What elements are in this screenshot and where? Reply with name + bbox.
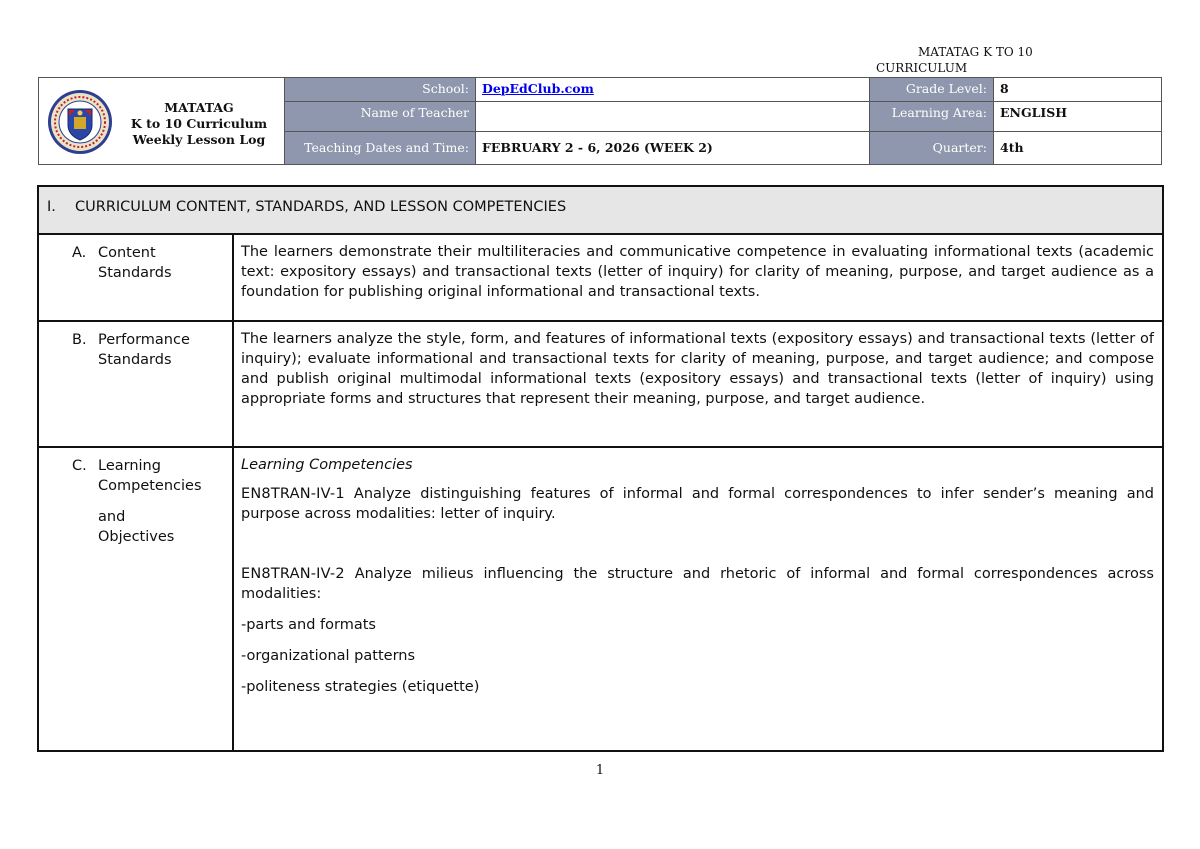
logo-line-log: Weekly Lesson Log xyxy=(132,132,266,147)
learning-competencies-row xyxy=(39,448,1162,750)
quarter-value: 4th xyxy=(993,132,1161,164)
section-title-text: CURRICULUM CONTENT, STANDARDS, AND LESSON COMPETENCIES xyxy=(75,199,567,215)
competency-code: EN8TRAN-IV-1 xyxy=(241,486,345,502)
row-label-line: Performance xyxy=(98,332,190,348)
performance-standards-label xyxy=(39,322,234,446)
grade-level-label: Grade Level: xyxy=(870,78,993,101)
row-label-line: Learning xyxy=(98,458,161,474)
bullet-item: -parts and formats xyxy=(241,617,376,633)
logo-line-matatag: MATATAG xyxy=(164,100,234,115)
competency-text: Analyze milieus influencing the structure and rhetoric of informal and formal correspondences across modalities: xyxy=(241,566,1154,602)
learning-competencies-text xyxy=(234,448,1162,750)
row-label-line: Objectives xyxy=(98,529,175,545)
logo-cell xyxy=(39,78,285,164)
bullet-item: -politeness strategies (etiquette) xyxy=(241,679,480,695)
row-letter: A. xyxy=(72,245,87,261)
logo-line-curriculum: K to 10 Curriculum xyxy=(130,116,268,131)
row-letter: B. xyxy=(72,332,87,348)
content-standards-text xyxy=(234,235,1162,320)
header-row-dates xyxy=(285,132,1161,164)
content-standards-paragraph: The learners demonstrate their multiliteracies and communicative competence in evaluating informational texts (academic text: expository essays) and transactional texts (letter of inquiry) for clarity of meaning, purpose, and target audience as a foundation for publishing original informational and transactional texts. xyxy=(241,244,1154,300)
row-letter: C. xyxy=(72,458,87,474)
learning-area-label: Learning Area: xyxy=(870,102,993,131)
header-row-teacher xyxy=(285,102,1161,132)
quarter-label: Quarter: xyxy=(870,132,993,164)
dates-label: Teaching Dates and Time: xyxy=(285,132,475,164)
curriculum-note xyxy=(876,44,1076,76)
performance-standards-text xyxy=(234,322,1162,446)
curriculum-note-line2: CURRICULUM xyxy=(876,61,968,75)
section-roman: I. xyxy=(47,199,56,215)
row-label-line: Standards xyxy=(98,352,172,368)
school-label: School: xyxy=(285,78,475,101)
curriculum-note-line1: MATATAG K TO 10 xyxy=(918,45,1033,59)
header-row-school xyxy=(285,78,1161,102)
row-label-line: Standards xyxy=(98,265,172,281)
performance-standards-row xyxy=(39,322,1162,448)
row-label-line: Competencies xyxy=(98,478,202,494)
competency-text: Analyze distinguishing features of informal and formal correspondences to infer sender’s meaning and purpose across modalities: letter of inquiry. xyxy=(241,486,1154,522)
competency-code: EN8TRAN-IV-2 xyxy=(241,566,345,582)
learning-area-value: ENGLISH xyxy=(993,102,1161,131)
logo-title xyxy=(119,100,279,148)
competency-1 xyxy=(241,484,1154,524)
learning-competencies-label xyxy=(39,448,234,750)
competencies-heading: Learning Competencies xyxy=(241,457,413,473)
lesson-log-header xyxy=(38,77,1162,165)
teacher-label: Name of Teacher xyxy=(285,102,475,131)
section-title xyxy=(39,187,1162,235)
row-label-line: Content xyxy=(98,245,156,261)
curriculum-table xyxy=(37,185,1164,752)
school-link[interactable]: DepEdClub.com xyxy=(482,81,594,96)
row-label-line: and xyxy=(98,509,126,525)
school-value xyxy=(475,78,870,101)
content-standards-row xyxy=(39,235,1162,322)
deped-seal-icon xyxy=(47,89,113,155)
page-number: 1 xyxy=(595,763,605,778)
competency-2 xyxy=(241,564,1154,604)
content-standards-label xyxy=(39,235,234,320)
performance-standards-paragraph: The learners analyze the style, form, and features of informational texts (expository essays) and transactional texts (letter of inquiry); evaluate informational and transactional texts for clarity of meaning, purpose, and target audience; and compose and publish original multimodal informational texts (expository essays) and transactional texts (letter of inquiry) using appropriate forms and structures that represent their meaning, purpose, and target audience. xyxy=(241,331,1154,407)
grade-level-value: 8 xyxy=(993,78,1161,101)
bullet-item: -organizational patterns xyxy=(241,648,416,664)
teacher-value xyxy=(475,102,870,131)
dates-value: FEBRUARY 2 - 6, 2026 (WEEK 2) xyxy=(475,132,870,164)
